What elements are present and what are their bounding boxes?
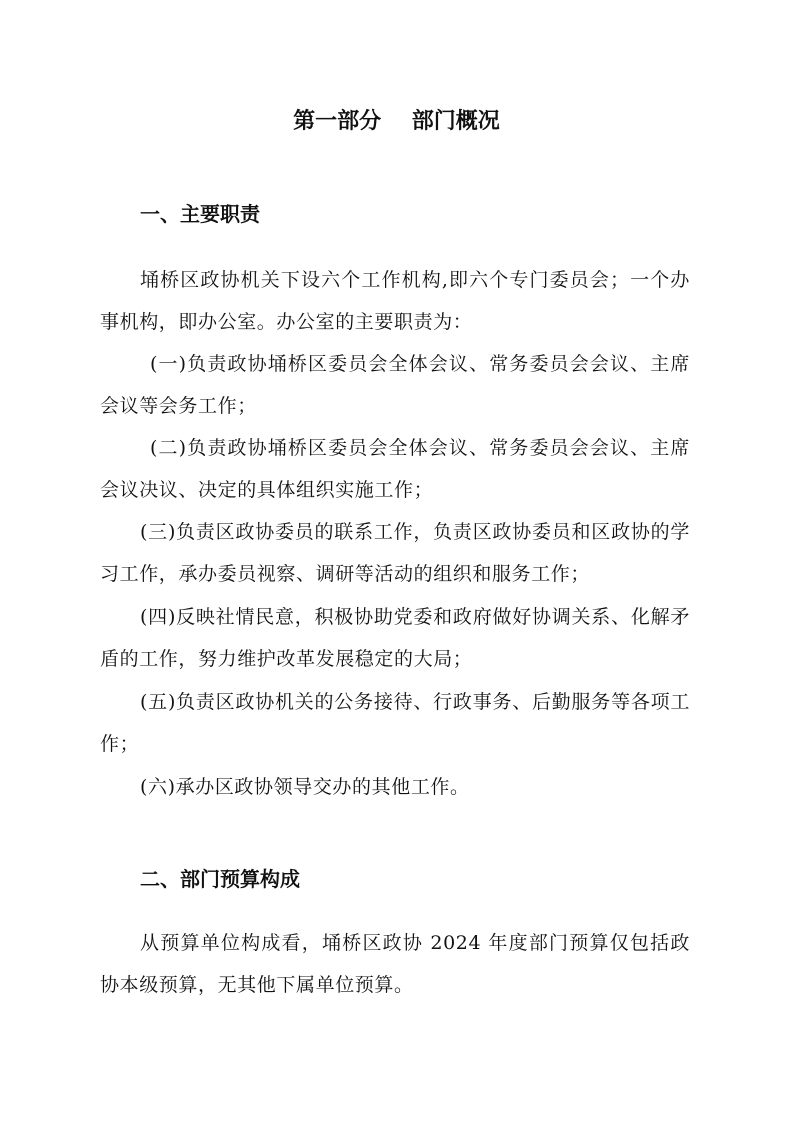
duty-item-1: (一)负责政协埇桥区委员会全体会议、常务委员会会议、主席会议等会务工作；: [100, 353, 690, 417]
duty-item-3: (三)负责区政协委员的联系工作，负责区政协委员和区政协的学习工作，承办委员视察、调研等活动的组织和服务工作；: [100, 521, 690, 585]
intro-paragraph: 埇桥区政协机关下设六个工作机构,即六个专门委员会；一个办事机构，即办公室。办公室的主要职责为：: [100, 269, 690, 333]
section-heading-budget-composition: 二、部门预算构成: [140, 867, 300, 891]
duty-item-6: (六)承办区政协领导交办的其他工作。: [140, 776, 470, 798]
duty-item-2: (二)负责政协埇桥区委员会全体会议、常务委员会会议、主席会议决议、决定的具体组织实施工作；: [100, 437, 690, 501]
page-title: 第一部分 部门概况: [293, 109, 500, 134]
budget-paragraph: 从预算单位构成看，埇桥区政协 2024 年度部门预算仅包括政协本级预算，无其他下属单位预算。: [100, 932, 690, 996]
duty-item-4: (四)反映社情民意，积极协助党委和政府做好协调关系、化解矛盾的工作，努力维护改革发展稳定的大局；: [100, 606, 690, 670]
duty-item-5: (五)负责区政协机关的公务接待、行政事务、后勤服务等各项工作；: [100, 691, 690, 755]
section-heading-main-duties: 一、主要职责: [140, 202, 260, 226]
